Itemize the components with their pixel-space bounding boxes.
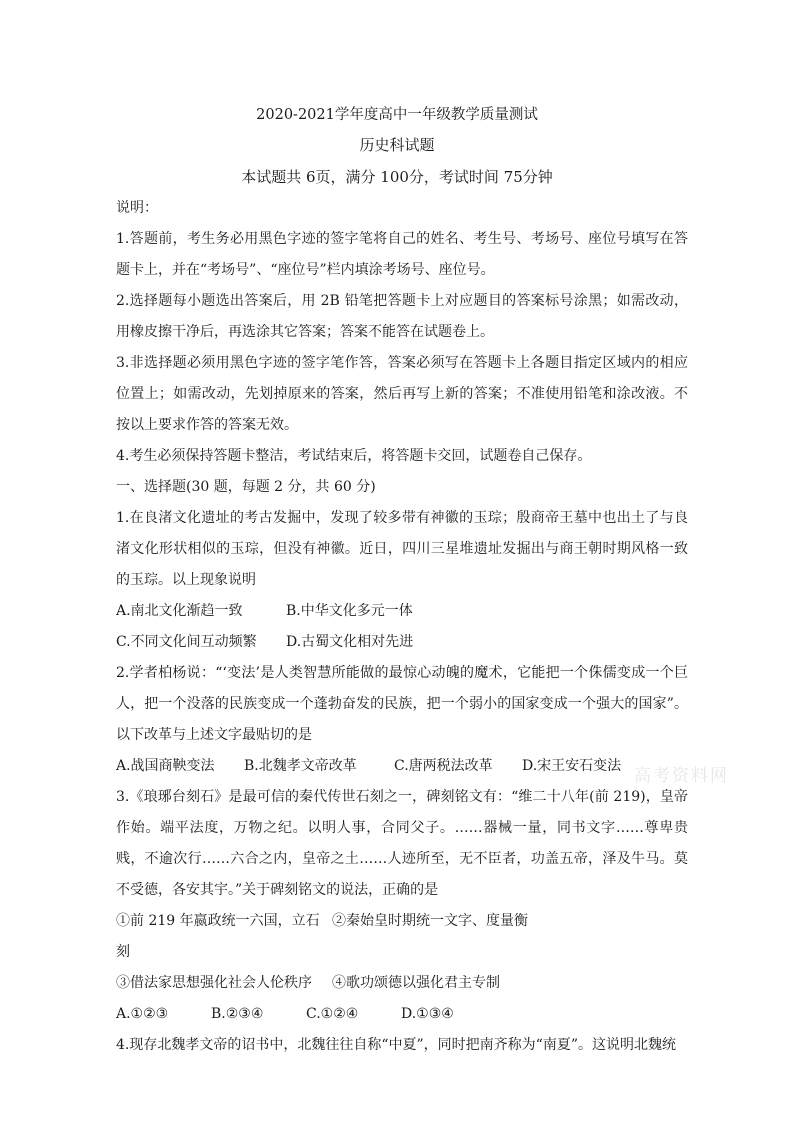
question-3-statements-row-2	[116, 968, 688, 999]
statement-3: ③借法家思想强化社会人伦秩序	[116, 975, 312, 991]
statement-4: ④歌功颂德以强化君主专制	[332, 975, 500, 991]
option-b: B.②③④	[211, 1006, 264, 1022]
option-c: C.不同文化间互动频繁	[116, 634, 257, 650]
exam-body	[116, 193, 688, 1061]
question-1-stem: 1.在良渚文化遗址的考古发掘中，发现了较多带有神徽的玉琮；殷商帝王墓中也出土了与良渚文化形状相似的玉琮，但没有神徽。近日，四川三星堆遗址发掘出与商王朝时期风格一致的玉琮。以上现象说明	[116, 510, 688, 588]
option-a: A.南北文化渐趋一致	[116, 603, 243, 619]
option-b: B.北魏孝文帝改革	[244, 758, 357, 774]
question-1-options-row-1	[116, 596, 688, 627]
exam-info: 本试题共 6页，满分 100分，考试时间 75分钟	[241, 168, 553, 186]
instruction-item: 3.非选择题必须用黑色字迹的签字笔作答，答案必须写在答题卡上各题目指定区域内的相应位置上；如需改动，先划掉原来的答案，然后再写上新的答案；不准使用铅笔和涂改液。不按以上要求作答的答案无效。	[116, 355, 688, 433]
option-b: B.中华文化多元一体	[286, 603, 413, 619]
statement-2: ②秦始皇时期统一文字、度量衡	[332, 913, 528, 929]
option-c: C.①②④	[306, 1006, 359, 1022]
instruction-item: 4.考生必须保持答题卡整洁，考试结束后，将答题卡交回，试题卷自己保存。	[116, 448, 592, 464]
section-heading: 一、选择题(30 题，每题 2 分，共 60 分)	[116, 479, 376, 495]
question-3-statements-row-1	[116, 906, 688, 968]
exam-title: 2020-2021学年度高中一年级教学质量测试	[256, 107, 538, 123]
option-d: D.①③④	[401, 1006, 454, 1022]
option-a: A.战国商鞅变法	[116, 758, 215, 774]
instruction-item: 1.答题前，考生务必用黑色字迹的签字笔将自己的姓名、考生号、考场号、座位号填写在答题卡上，并在“考场号”、“座位号”栏内填涂考场号、座位号。	[116, 231, 688, 278]
instructions-heading: 说明：	[116, 200, 158, 216]
option-d: D.古蜀文化相对先进	[286, 634, 414, 650]
option-d: D.宋王安石变法	[522, 758, 622, 774]
subject-title: 历史科试题	[359, 136, 435, 154]
question-4-stem: 4.现存北魏孝文帝的诏书中，北魏往往自称“中夏”，同时把南齐称为“南夏”。这说明北魏统	[116, 1037, 676, 1053]
statement-1: ①前 219 年嬴政统一六国，立石刻	[116, 913, 320, 960]
question-2-options	[116, 751, 688, 782]
question-3-options	[116, 999, 688, 1030]
question-2-stem: 2.学者柏杨说：“‘变法’是人类智慧所能做的最惊心动魄的魔术，它能把一个侏儒变成一个巨人，把一个没落的民族变成一个蓬勃奋发的民族，把一个弱小的国家变成一个强大的国家”。以下改革与上述文字最贴切的是	[116, 665, 688, 743]
question-1-options-row-2	[116, 627, 688, 658]
watermark: 高考资料网	[634, 766, 729, 786]
option-a: A.①②③	[116, 1006, 169, 1022]
question-3-stem: 3.《琅琊台刻石》是最可信的秦代传世石刻之一，碑刻铭文有：“维二十八年(前 219)，皇帝作始。端平法度，万物之纪。以明人事，合同父子。……器械一量，同书文字……尊卑贵贱，不逾次行……六合之内，皇帝之土……人迹所至，无不臣者，功盖五帝，泽及牛马。莫不受德，各安其宇。”关于碑刻铭文的说法，正确的是	[116, 789, 688, 898]
instruction-item: 2.选择题每小题选出答案后，用 2B 铅笔把答题卡上对应题目的答案标号涂黑；如需改动，用橡皮擦干净后，再选涂其它答案；答案不能答在试题卷上。	[116, 293, 688, 340]
option-c: C.唐两税法改革	[394, 758, 493, 774]
